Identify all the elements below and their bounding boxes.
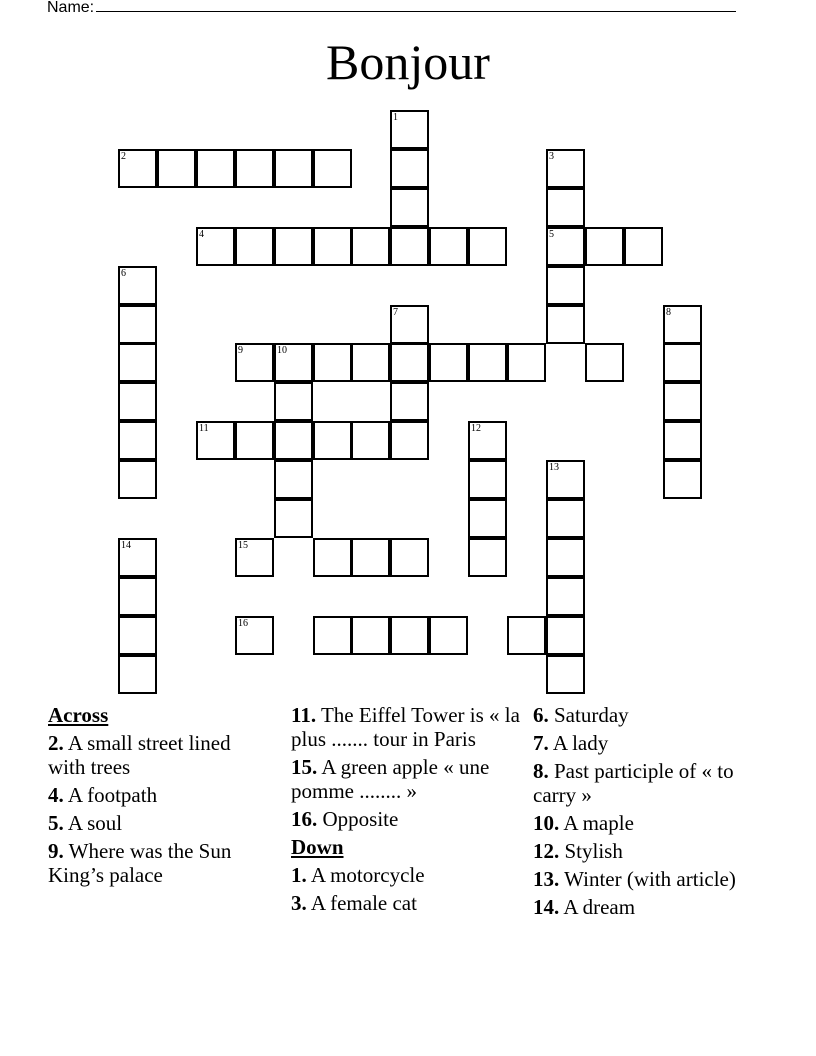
grid-cell[interactable] [235,616,274,655]
clue-number-16: 16 [238,618,248,629]
grid-cell[interactable] [663,382,702,421]
clue-number-4: 4 [199,229,204,240]
grid-cell[interactable] [390,188,429,227]
grid-cell[interactable] [235,343,274,382]
clue-number-6: 6 [121,268,126,279]
grid-cell[interactable] [663,305,702,344]
grid-cell[interactable] [196,227,235,266]
down-heading: Down [291,835,344,859]
grid-cell[interactable] [390,305,429,344]
clue-number-15: 15 [238,540,248,551]
grid-cell[interactable] [313,421,352,460]
grid-cell[interactable] [390,110,429,149]
clue-down-14: 14. A dream [533,895,636,919]
grid-cell[interactable] [351,538,390,577]
grid-cell[interactable] [313,343,352,382]
grid-cell[interactable] [313,149,352,188]
grid-cell[interactable] [235,421,274,460]
clue-number-3: 3 [549,151,554,162]
grid-cell[interactable] [468,421,507,460]
grid-cell[interactable] [546,577,585,616]
clue-number-14: 14 [121,540,131,551]
grid-cell[interactable] [507,616,546,655]
grid-cell[interactable] [546,538,585,577]
clue-down-12: 12. Stylish [533,839,623,863]
grid-cell[interactable] [235,227,274,266]
clue-number-7: 7 [393,307,398,318]
grid-cell[interactable] [663,343,702,382]
grid-cell[interactable] [118,149,157,188]
grid-cell[interactable] [274,227,313,266]
grid-cell[interactable] [390,227,429,266]
clues-column-1 [48,703,248,891]
grid-cell[interactable] [429,343,468,382]
grid-cell[interactable] [235,149,274,188]
grid-cell[interactable] [546,266,585,305]
grid-cell[interactable] [585,227,624,266]
grid-cell[interactable] [546,655,585,694]
grid-cell[interactable] [663,421,702,460]
grid-cell[interactable] [274,343,313,382]
grid-cell[interactable] [546,499,585,538]
grid-cell[interactable] [546,149,585,188]
clue-number-13: 13 [549,462,559,473]
grid-cell[interactable] [351,616,390,655]
name-label: Name: [47,0,95,16]
grid-cell[interactable] [118,421,157,460]
grid-cell[interactable] [429,616,468,655]
page-title: Bonjour [326,34,490,90]
clue-across-15: 15. A green apple « une pomme ........ » [291,755,490,803]
clue-number-12: 12 [471,423,481,434]
grid-cell[interactable] [663,460,702,499]
grid-cell[interactable] [196,421,235,460]
clue-down-8: 8. Past participle of « to carry » [533,759,734,807]
grid-cell[interactable] [546,188,585,227]
grid-cell[interactable] [585,343,624,382]
grid-cell[interactable] [274,149,313,188]
grid-cell[interactable] [118,382,157,421]
clue-across-2: 2. A small street lined with trees [48,731,231,779]
grid-cell[interactable] [468,227,507,266]
grid-cell[interactable] [468,343,507,382]
clue-down-6: 6. Saturday [533,703,629,727]
grid-cell[interactable] [274,460,313,499]
clue-number-11: 11 [199,423,209,434]
grid-cell[interactable] [546,227,585,266]
grid-cell[interactable] [274,499,313,538]
grid-cell[interactable] [118,343,157,382]
grid-cell[interactable] [390,538,429,577]
grid-cell[interactable] [507,343,546,382]
grid-cell[interactable] [274,382,313,421]
grid-cell[interactable] [351,227,390,266]
grid-cell[interactable] [313,227,352,266]
clues-column-2 [291,703,523,919]
grid-cell[interactable] [118,655,157,694]
grid-cell[interactable] [118,616,157,655]
grid-cell[interactable] [468,499,507,538]
clue-down-1: 1. A motorcycle [291,863,425,887]
grid-cell[interactable] [196,149,235,188]
grid-cell[interactable] [118,577,157,616]
grid-cell[interactable] [390,149,429,188]
grid-cell[interactable] [313,616,352,655]
clue-number-10: 10 [277,345,287,356]
clue-number-5: 5 [549,229,554,240]
clue-across-16: 16. Opposite [291,807,399,831]
clue-number-9: 9 [238,345,243,356]
clue-down-13: 13. Winter (with article) [533,867,736,891]
grid-cell[interactable] [118,538,157,577]
grid-cell[interactable] [390,382,429,421]
grid-cell[interactable] [351,421,390,460]
clue-across-11: 11. The Eiffel Tower is « la plus ....... tour in Paris [291,703,520,751]
grid-cell[interactable] [351,343,390,382]
grid-cell[interactable] [390,616,429,655]
grid-cell[interactable] [118,266,157,305]
clue-down-7: 7. A lady [533,731,609,755]
clue-number-2: 2 [121,151,126,162]
grid-cell[interactable] [624,227,663,266]
clue-across-9: 9. Where was the Sun King’s palace [48,839,232,887]
grid-cell[interactable] [274,421,313,460]
grid-cell[interactable] [313,538,352,577]
clue-down-3: 3. A female cat [291,891,417,915]
clue-down-10: 10. A maple [533,811,634,835]
across-heading: Across [48,703,109,727]
grid-cell[interactable] [390,421,429,460]
clue-across-4: 4. A footpath [48,783,158,807]
grid-cell[interactable] [546,460,585,499]
clues-column-3 [533,703,748,923]
grid-cell[interactable] [235,538,274,577]
grid-cell[interactable] [118,460,157,499]
grid-cell[interactable] [468,538,507,577]
clue-number-8: 8 [666,307,671,318]
grid-cell[interactable] [157,149,196,188]
grid-cell[interactable] [546,305,585,344]
clue-number-1: 1 [393,112,398,123]
grid-cell[interactable] [429,227,468,266]
clue-across-5: 5. A soul [48,811,123,835]
grid-cell[interactable] [546,616,585,655]
grid-cell[interactable] [118,305,157,344]
grid-cell[interactable] [390,343,429,382]
grid-cell[interactable] [468,460,507,499]
